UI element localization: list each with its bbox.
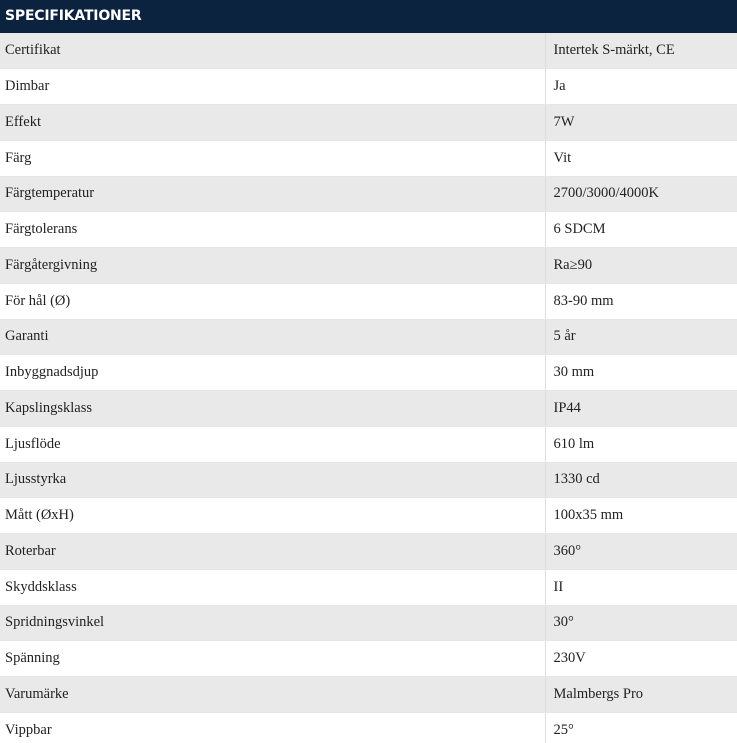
- spec-value: 610 lm: [545, 426, 737, 462]
- spec-value: II: [545, 569, 737, 605]
- spec-value: 2700/3000/4000K: [545, 176, 737, 212]
- spec-label: Varumärke: [0, 677, 545, 713]
- table-row: [0, 355, 737, 391]
- spec-label: Färgtolerans: [0, 212, 545, 248]
- spec-label: Färgtemperatur: [0, 176, 545, 212]
- table-row: [0, 426, 737, 462]
- spec-label: Spridningsvinkel: [0, 605, 545, 641]
- spec-label: Ljusstyrka: [0, 462, 545, 498]
- table-row: [0, 140, 737, 176]
- spec-label: Roterbar: [0, 534, 545, 570]
- spec-label: Certifikat: [0, 33, 545, 69]
- table-row: [0, 498, 737, 534]
- spec-label: Effekt: [0, 105, 545, 141]
- spec-value: 6 SDCM: [545, 212, 737, 248]
- spec-value: 25°: [545, 712, 737, 743]
- spec-value: 30°: [545, 605, 737, 641]
- spec-value: 30 mm: [545, 355, 737, 391]
- spec-value: Intertek S-märkt, CE: [545, 33, 737, 69]
- spec-label: Mått (ØxH): [0, 498, 545, 534]
- spec-label: Ljusflöde: [0, 426, 545, 462]
- spec-value: Malmbergs Pro: [545, 677, 737, 713]
- table-row: [0, 569, 737, 605]
- table-row: [0, 212, 737, 248]
- table-row: [0, 391, 737, 427]
- specifications-table-body: [0, 33, 737, 743]
- spec-label: Skyddsklass: [0, 569, 545, 605]
- table-row: [0, 69, 737, 105]
- table-row: [0, 462, 737, 498]
- table-row: [0, 176, 737, 212]
- spec-value: 83-90 mm: [545, 283, 737, 319]
- table-row: [0, 641, 737, 677]
- table-row: [0, 248, 737, 284]
- table-row: [0, 105, 737, 141]
- spec-label: Garanti: [0, 319, 545, 355]
- spec-value: 230V: [545, 641, 737, 677]
- spec-value: 360°: [545, 534, 737, 570]
- spec-label: Färg: [0, 140, 545, 176]
- table-row: [0, 534, 737, 570]
- table-row: [0, 283, 737, 319]
- spec-label: Inbyggnadsdjup: [0, 355, 545, 391]
- spec-label: Färgåtergivning: [0, 248, 545, 284]
- spec-label: För hål (Ø): [0, 283, 545, 319]
- spec-value: 5 år: [545, 319, 737, 355]
- spec-value: Vit: [545, 140, 737, 176]
- table-row: [0, 605, 737, 641]
- spec-value: 1330 cd: [545, 462, 737, 498]
- spec-value: Ja: [545, 69, 737, 105]
- table-row: [0, 712, 737, 743]
- spec-label: Dimbar: [0, 69, 545, 105]
- spec-label: Vippbar: [0, 712, 545, 743]
- spec-value: Ra≥90: [545, 248, 737, 284]
- specifications-table: [0, 33, 737, 743]
- spec-value: 7W: [545, 105, 737, 141]
- spec-value: IP44: [545, 391, 737, 427]
- table-row: [0, 33, 737, 69]
- table-row: [0, 677, 737, 713]
- spec-label: Kapslingsklass: [0, 391, 545, 427]
- spec-label: Spänning: [0, 641, 545, 677]
- specifications-header: SPECIFIKATIONER: [0, 0, 737, 33]
- table-row: [0, 319, 737, 355]
- spec-value: 100x35 mm: [545, 498, 737, 534]
